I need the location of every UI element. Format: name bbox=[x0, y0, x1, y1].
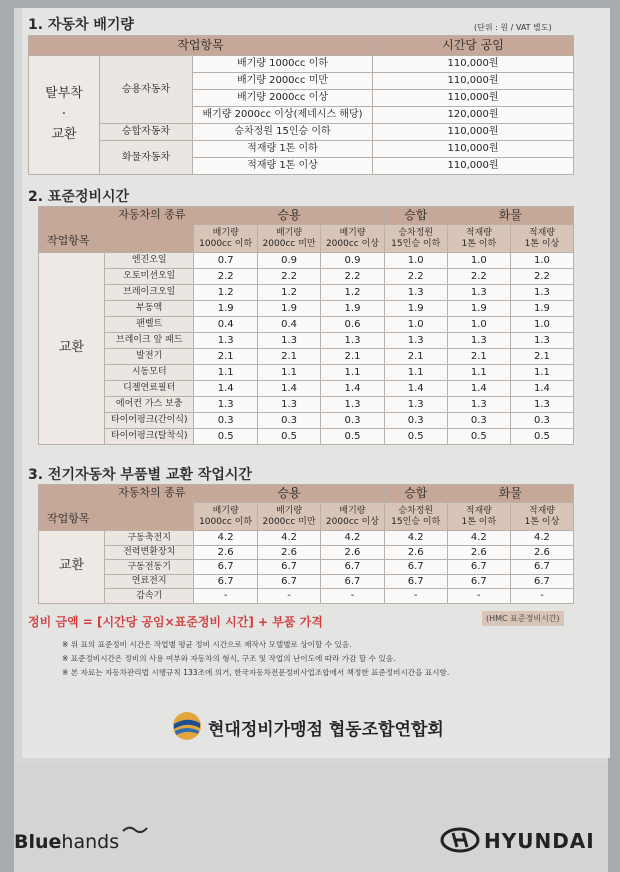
section2-title: 2. 표준정비시간 bbox=[28, 189, 130, 205]
table2-group-truck: 화물 bbox=[447, 207, 573, 225]
subheader-line: 적재량 bbox=[528, 228, 555, 239]
table-row bbox=[39, 397, 574, 413]
table3-group-van: 승합 bbox=[384, 485, 447, 503]
table3-item-cell: 구동축전지 bbox=[104, 531, 193, 546]
table2-value-cell: 0.3 bbox=[384, 413, 447, 429]
subheader-line: 적재량 bbox=[465, 228, 492, 239]
labor-rate-table bbox=[28, 35, 574, 175]
group-label-line: 탈부착 bbox=[45, 85, 83, 101]
table2-subheader bbox=[447, 225, 510, 253]
subheader-line: 배기량 bbox=[275, 506, 303, 517]
table2-value-cell: 0.3 bbox=[510, 413, 573, 429]
subheader-line: 2000cc 이상 bbox=[325, 516, 379, 527]
table2-value-cell: 1.3 bbox=[384, 285, 447, 301]
table2-item-cell: 디젤연료필터 bbox=[104, 381, 194, 397]
group-label-line: · bbox=[61, 106, 67, 122]
group-label-line: 교환 bbox=[51, 127, 77, 143]
table2-value-cell: 1.4 bbox=[257, 381, 320, 397]
table2-item-cell: 엔진오일 bbox=[104, 253, 194, 269]
section3-title: 3. 전기자동차 부품별 교환 작업시간 bbox=[28, 467, 252, 483]
subheader-line: 배기량 bbox=[339, 506, 366, 517]
table3-value-cell: - bbox=[257, 589, 320, 604]
table2-value-cell: 0.4 bbox=[257, 317, 320, 333]
table3-value-cell: 6.7 bbox=[321, 574, 384, 589]
table3-value-cell: 6.7 bbox=[510, 574, 573, 589]
table2-value-cell: 1.0 bbox=[447, 317, 510, 333]
table1-item-cell: 배기량 2000cc 이상(제네시스 해당) bbox=[193, 107, 373, 124]
table2-value-cell: 0.9 bbox=[257, 253, 320, 269]
table1-item-cell: 배기량 2000cc 미만 bbox=[193, 73, 373, 90]
table2-value-cell: 2.2 bbox=[194, 269, 257, 285]
table2-value-cell: 1.4 bbox=[194, 381, 257, 397]
table2-value-cell: 1.9 bbox=[384, 301, 447, 317]
table2-subheader bbox=[194, 225, 257, 253]
table2-item-cell: 발전기 bbox=[104, 349, 194, 365]
table2-value-cell: 0.5 bbox=[510, 429, 573, 445]
table-row bbox=[39, 545, 574, 560]
table1-price-cell: 110,000원 bbox=[373, 73, 574, 90]
organization-logo-icon bbox=[172, 711, 202, 741]
table3-subheader bbox=[194, 503, 257, 531]
subheader-line: 2000cc 이상 bbox=[325, 238, 380, 249]
subheader-line: 1000cc 이하 bbox=[199, 238, 253, 249]
table2-value-cell: 1.3 bbox=[510, 397, 573, 413]
hyundai-emblem-icon bbox=[440, 827, 480, 853]
table2-value-cell: 1.2 bbox=[257, 285, 320, 301]
table3-value-cell: 2.6 bbox=[384, 545, 447, 560]
table2-value-cell: 1.3 bbox=[194, 333, 257, 349]
table-row bbox=[29, 141, 574, 158]
table2-corner-bottom: 작업항목 bbox=[47, 234, 90, 248]
table-row bbox=[39, 574, 574, 589]
table-row bbox=[39, 333, 574, 349]
table2-value-cell: 0.5 bbox=[321, 429, 384, 445]
table2-value-cell: 1.0 bbox=[447, 253, 510, 269]
footnote: ※ 표준정비시간은 정비의 사용 여부와 자동차의 형식, 구조 및 작업의 난이도에 따라 가감 할 수 있음. bbox=[62, 654, 396, 663]
table3-value-cell: - bbox=[447, 589, 510, 604]
subheader-line: 배기량 bbox=[276, 228, 303, 239]
table-row bbox=[39, 269, 574, 285]
table2-value-cell: 1.9 bbox=[447, 301, 510, 317]
table1-header-task: 작업항목 bbox=[29, 36, 373, 56]
table2-value-cell: 2.2 bbox=[321, 269, 384, 285]
table1-item-cell: 승차정원 15인승 이하 bbox=[193, 124, 373, 141]
table2-value-cell: 1.3 bbox=[510, 333, 573, 349]
unit-note: (단위 : 원 / VAT 별도) bbox=[474, 23, 552, 32]
table-row bbox=[29, 56, 574, 73]
table2-group-passenger: 승용 bbox=[194, 207, 384, 225]
table3-item-cell: 구동전동기 bbox=[104, 560, 193, 575]
table2-value-cell: 1.9 bbox=[257, 301, 320, 317]
hmc-note: (HMC 표준정비시간) bbox=[482, 611, 564, 626]
bluehands-logo bbox=[14, 831, 119, 853]
table2-item-cell: 에어컨 가스 보충 bbox=[104, 397, 194, 413]
table3-value-cell: - bbox=[194, 589, 257, 604]
table1-price-cell: 110,000원 bbox=[373, 141, 574, 158]
table2-value-cell: 1.1 bbox=[447, 365, 510, 381]
subheader-line: 배기량 bbox=[339, 228, 366, 239]
table3-value-cell: 6.7 bbox=[194, 574, 257, 589]
table2-corner-top: 자동차의 종류 bbox=[118, 208, 186, 221]
subheader-line: 적재량 bbox=[465, 506, 492, 517]
table3-corner-top: 자동차의 종류 bbox=[118, 486, 186, 499]
table3-value-cell: 2.6 bbox=[257, 545, 320, 560]
table3-item-cell: 전력변환장치 bbox=[104, 545, 193, 560]
table-row bbox=[39, 429, 574, 445]
table2-value-cell: 2.2 bbox=[257, 269, 320, 285]
table2-value-cell: 0.3 bbox=[194, 413, 257, 429]
subheader-line: 1톤 이하 bbox=[461, 516, 497, 527]
bluehands-logo-blue: Blue bbox=[14, 831, 62, 853]
table2-value-cell: 1.3 bbox=[447, 397, 510, 413]
table-row bbox=[39, 285, 574, 301]
table2-item-cell: 타이어펑크(간이식) bbox=[104, 413, 194, 429]
table2-group-van: 승합 bbox=[384, 207, 447, 225]
subheader-line: 2000cc 미만 bbox=[262, 238, 316, 249]
table2-value-cell: 1.4 bbox=[384, 381, 447, 397]
table1-price-cell: 110,000원 bbox=[373, 158, 574, 175]
table3-subheader bbox=[257, 503, 320, 531]
subheader-line: 배기량 bbox=[212, 228, 239, 239]
footnotes bbox=[62, 638, 449, 680]
table-row bbox=[39, 253, 574, 269]
table2-value-cell: 1.9 bbox=[321, 301, 384, 317]
footnote: ※ 본 자료는 자동차관리법 시행규칙 133조에 의거, 한국자동차전문정비사업조합에서 책정한 표준정비시간을 표시함. bbox=[62, 668, 450, 677]
subheader-line: 1톤 이상 bbox=[524, 238, 560, 249]
table1-category-cell: 승용자동차 bbox=[100, 56, 193, 124]
table2-subheader bbox=[510, 225, 573, 253]
table-row bbox=[39, 413, 574, 429]
table2-value-cell: 1.3 bbox=[194, 397, 257, 413]
table2-value-cell: 1.1 bbox=[194, 365, 257, 381]
table2-value-cell: 1.4 bbox=[510, 381, 573, 397]
table2-value-cell: 1.9 bbox=[194, 301, 257, 317]
brand-footer bbox=[14, 763, 608, 872]
footnote: ※ 위 표의 표준정비 시간은 작업별 평균 정비 시간으로 제작사 모델별로 상이할 수 있음. bbox=[62, 640, 352, 649]
table2-value-cell: 2.1 bbox=[194, 349, 257, 365]
table2-group-cell: 교환 bbox=[39, 253, 105, 445]
table3-item-cell: 감속기 bbox=[104, 589, 193, 604]
bluehands-wave-icon bbox=[122, 825, 148, 835]
table2-value-cell: 1.9 bbox=[510, 301, 573, 317]
table3-subheader bbox=[447, 503, 510, 531]
table2-item-cell: 부동액 bbox=[104, 301, 194, 317]
subheader-line: 적재량 bbox=[528, 506, 555, 517]
table2-value-cell: 1.2 bbox=[194, 285, 257, 301]
table2-value-cell: 2.1 bbox=[447, 349, 510, 365]
table2-value-cell: 0.9 bbox=[321, 253, 384, 269]
table3-value-cell: 2.6 bbox=[194, 545, 257, 560]
table1-item-cell: 배기량 2000cc 이상 bbox=[193, 90, 373, 107]
subheader-line: 1톤 이상 bbox=[524, 516, 560, 527]
table2-value-cell: 2.1 bbox=[510, 349, 573, 365]
subheader-line: 배기량 bbox=[212, 506, 239, 517]
table-row bbox=[39, 317, 574, 333]
table3-value-cell: 4.2 bbox=[257, 531, 320, 546]
table3-value-cell: 4.2 bbox=[321, 531, 384, 546]
table2-value-cell: 1.3 bbox=[321, 397, 384, 413]
table3-group-cell: 교환 bbox=[39, 531, 105, 604]
table2-value-cell: 1.1 bbox=[510, 365, 573, 381]
table2-item-cell: 타이어펑크(탈착식) bbox=[104, 429, 194, 445]
table3-item-cell: 연료전지 bbox=[104, 574, 193, 589]
table2-item-cell: 브레이크 앞 패드 bbox=[104, 333, 194, 349]
table2-value-cell: 1.0 bbox=[384, 253, 447, 269]
table3-value-cell: - bbox=[510, 589, 573, 604]
table2-value-cell: 0.5 bbox=[384, 429, 447, 445]
table2-value-cell: 1.1 bbox=[321, 365, 384, 381]
table1-item-cell: 적재량 1톤 이하 bbox=[193, 141, 373, 158]
table3-value-cell: 6.7 bbox=[447, 574, 510, 589]
subheader-line: 1000cc 이하 bbox=[199, 516, 253, 527]
table2-value-cell: 1.0 bbox=[510, 253, 573, 269]
table3-value-cell: 6.7 bbox=[321, 560, 384, 575]
table3-value-cell: 6.7 bbox=[510, 560, 573, 575]
table2-value-cell: 1.3 bbox=[321, 333, 384, 349]
table-row bbox=[39, 589, 574, 604]
table1-category-cell: 승합자동차 bbox=[100, 124, 193, 141]
table3-value-cell: 6.7 bbox=[194, 560, 257, 575]
table3-value-cell: - bbox=[384, 589, 447, 604]
table3-value-cell: - bbox=[321, 589, 384, 604]
table3-value-cell: 2.6 bbox=[510, 545, 573, 560]
hyundai-wordmark: HYUNDAI bbox=[484, 829, 595, 853]
table2-value-cell: 0.3 bbox=[447, 413, 510, 429]
table2-value-cell: 1.3 bbox=[447, 285, 510, 301]
table2-value-cell: 1.2 bbox=[321, 285, 384, 301]
table3-value-cell: 6.7 bbox=[257, 560, 320, 575]
standard-time-table bbox=[38, 206, 574, 445]
organization-name: 현대정비가맹점 협동조합연합회 bbox=[208, 720, 444, 740]
table3-corner bbox=[39, 485, 194, 531]
table2-value-cell: 0.3 bbox=[321, 413, 384, 429]
table3-group-truck: 화물 bbox=[447, 485, 573, 503]
table2-value-cell: 2.1 bbox=[321, 349, 384, 365]
table2-value-cell: 1.3 bbox=[510, 285, 573, 301]
table1-category-cell: 화물자동차 bbox=[100, 141, 193, 175]
table-row bbox=[39, 349, 574, 365]
subheader-line: 15인승 이하 bbox=[391, 516, 441, 527]
table2-value-cell: 1.3 bbox=[257, 333, 320, 349]
table1-price-cell: 120,000원 bbox=[373, 107, 574, 124]
table1-price-cell: 110,000원 bbox=[373, 124, 574, 141]
table3-value-cell: 6.7 bbox=[257, 574, 320, 589]
table2-value-cell: 1.3 bbox=[384, 397, 447, 413]
table-row bbox=[39, 560, 574, 575]
table2-value-cell: 0.3 bbox=[257, 413, 320, 429]
table1-price-cell: 110,000원 bbox=[373, 56, 574, 73]
table3-value-cell: 4.2 bbox=[447, 531, 510, 546]
table2-subheader bbox=[321, 225, 384, 253]
poster-sheet bbox=[14, 8, 608, 872]
table2-value-cell: 1.1 bbox=[384, 365, 447, 381]
table1-group-cell bbox=[29, 56, 100, 175]
table2-value-cell: 1.1 bbox=[257, 365, 320, 381]
ev-part-time-table bbox=[38, 484, 574, 604]
table-row bbox=[39, 381, 574, 397]
table3-subheader bbox=[510, 503, 573, 531]
table3-group-passenger: 승용 bbox=[194, 485, 384, 503]
table3-subheader bbox=[321, 503, 384, 531]
table-row bbox=[39, 365, 574, 381]
table-row bbox=[39, 301, 574, 317]
subheader-line: 승차정원 bbox=[398, 506, 434, 517]
table3-value-cell: 6.7 bbox=[384, 574, 447, 589]
table2-item-cell: 팬벨트 bbox=[104, 317, 194, 333]
table2-value-cell: 1.4 bbox=[321, 381, 384, 397]
table3-value-cell: 4.2 bbox=[384, 531, 447, 546]
table-row bbox=[29, 124, 574, 141]
table2-value-cell: 2.1 bbox=[257, 349, 320, 365]
table2-value-cell: 2.2 bbox=[447, 269, 510, 285]
table2-value-cell: 1.0 bbox=[384, 317, 447, 333]
table1-item-cell: 배기량 1000cc 이하 bbox=[193, 56, 373, 73]
subheader-line: 15인승 이하 bbox=[391, 238, 441, 249]
table1-item-cell: 적재량 1톤 이상 bbox=[193, 158, 373, 175]
table1-price-cell: 110,000원 bbox=[373, 90, 574, 107]
table2-item-cell: 브레이크오일 bbox=[104, 285, 194, 301]
table2-subheader bbox=[257, 225, 320, 253]
table-row bbox=[39, 531, 574, 546]
table2-item-cell: 오토미션오일 bbox=[104, 269, 194, 285]
table3-value-cell: 2.6 bbox=[321, 545, 384, 560]
table2-value-cell: 1.3 bbox=[257, 397, 320, 413]
table3-subheader bbox=[384, 503, 447, 531]
table3-value-cell: 6.7 bbox=[447, 560, 510, 575]
section1-title: 1. 자동차 배기량 bbox=[28, 17, 134, 33]
table2-value-cell: 2.1 bbox=[384, 349, 447, 365]
table2-value-cell: 0.5 bbox=[257, 429, 320, 445]
table1-header-rate: 시간당 공임 bbox=[373, 36, 574, 56]
table2-subheader bbox=[384, 225, 447, 253]
table2-value-cell: 1.3 bbox=[384, 333, 447, 349]
table2-value-cell: 1.0 bbox=[510, 317, 573, 333]
table3-value-cell: 4.2 bbox=[194, 531, 257, 546]
table3-value-cell: 6.7 bbox=[384, 560, 447, 575]
table3-corner-bottom: 작업항목 bbox=[47, 512, 90, 526]
table3-value-cell: 2.6 bbox=[447, 545, 510, 560]
table3-value-cell: 4.2 bbox=[510, 531, 573, 546]
price-formula: 정비 금액 = [시간당 공임×표준정비 시간] + 부품 가격 bbox=[28, 615, 323, 629]
table2-value-cell: 1.3 bbox=[447, 333, 510, 349]
table2-corner bbox=[39, 207, 194, 253]
table2-item-cell: 시동모터 bbox=[104, 365, 194, 381]
table2-value-cell: 0.6 bbox=[321, 317, 384, 333]
table2-value-cell: 2.2 bbox=[510, 269, 573, 285]
subheader-line: 2000cc 미만 bbox=[262, 516, 316, 527]
table2-value-cell: 0.5 bbox=[447, 429, 510, 445]
price-document bbox=[22, 8, 610, 758]
subheader-line: 1톤 이하 bbox=[461, 238, 497, 249]
table2-value-cell: 0.7 bbox=[194, 253, 257, 269]
table2-value-cell: 1.4 bbox=[447, 381, 510, 397]
table2-value-cell: 0.5 bbox=[194, 429, 257, 445]
subheader-line: 승차정원 bbox=[398, 228, 434, 239]
table2-value-cell: 0.4 bbox=[194, 317, 257, 333]
bluehands-logo-hands: hands bbox=[61, 831, 120, 853]
table2-value-cell: 2.2 bbox=[384, 269, 447, 285]
